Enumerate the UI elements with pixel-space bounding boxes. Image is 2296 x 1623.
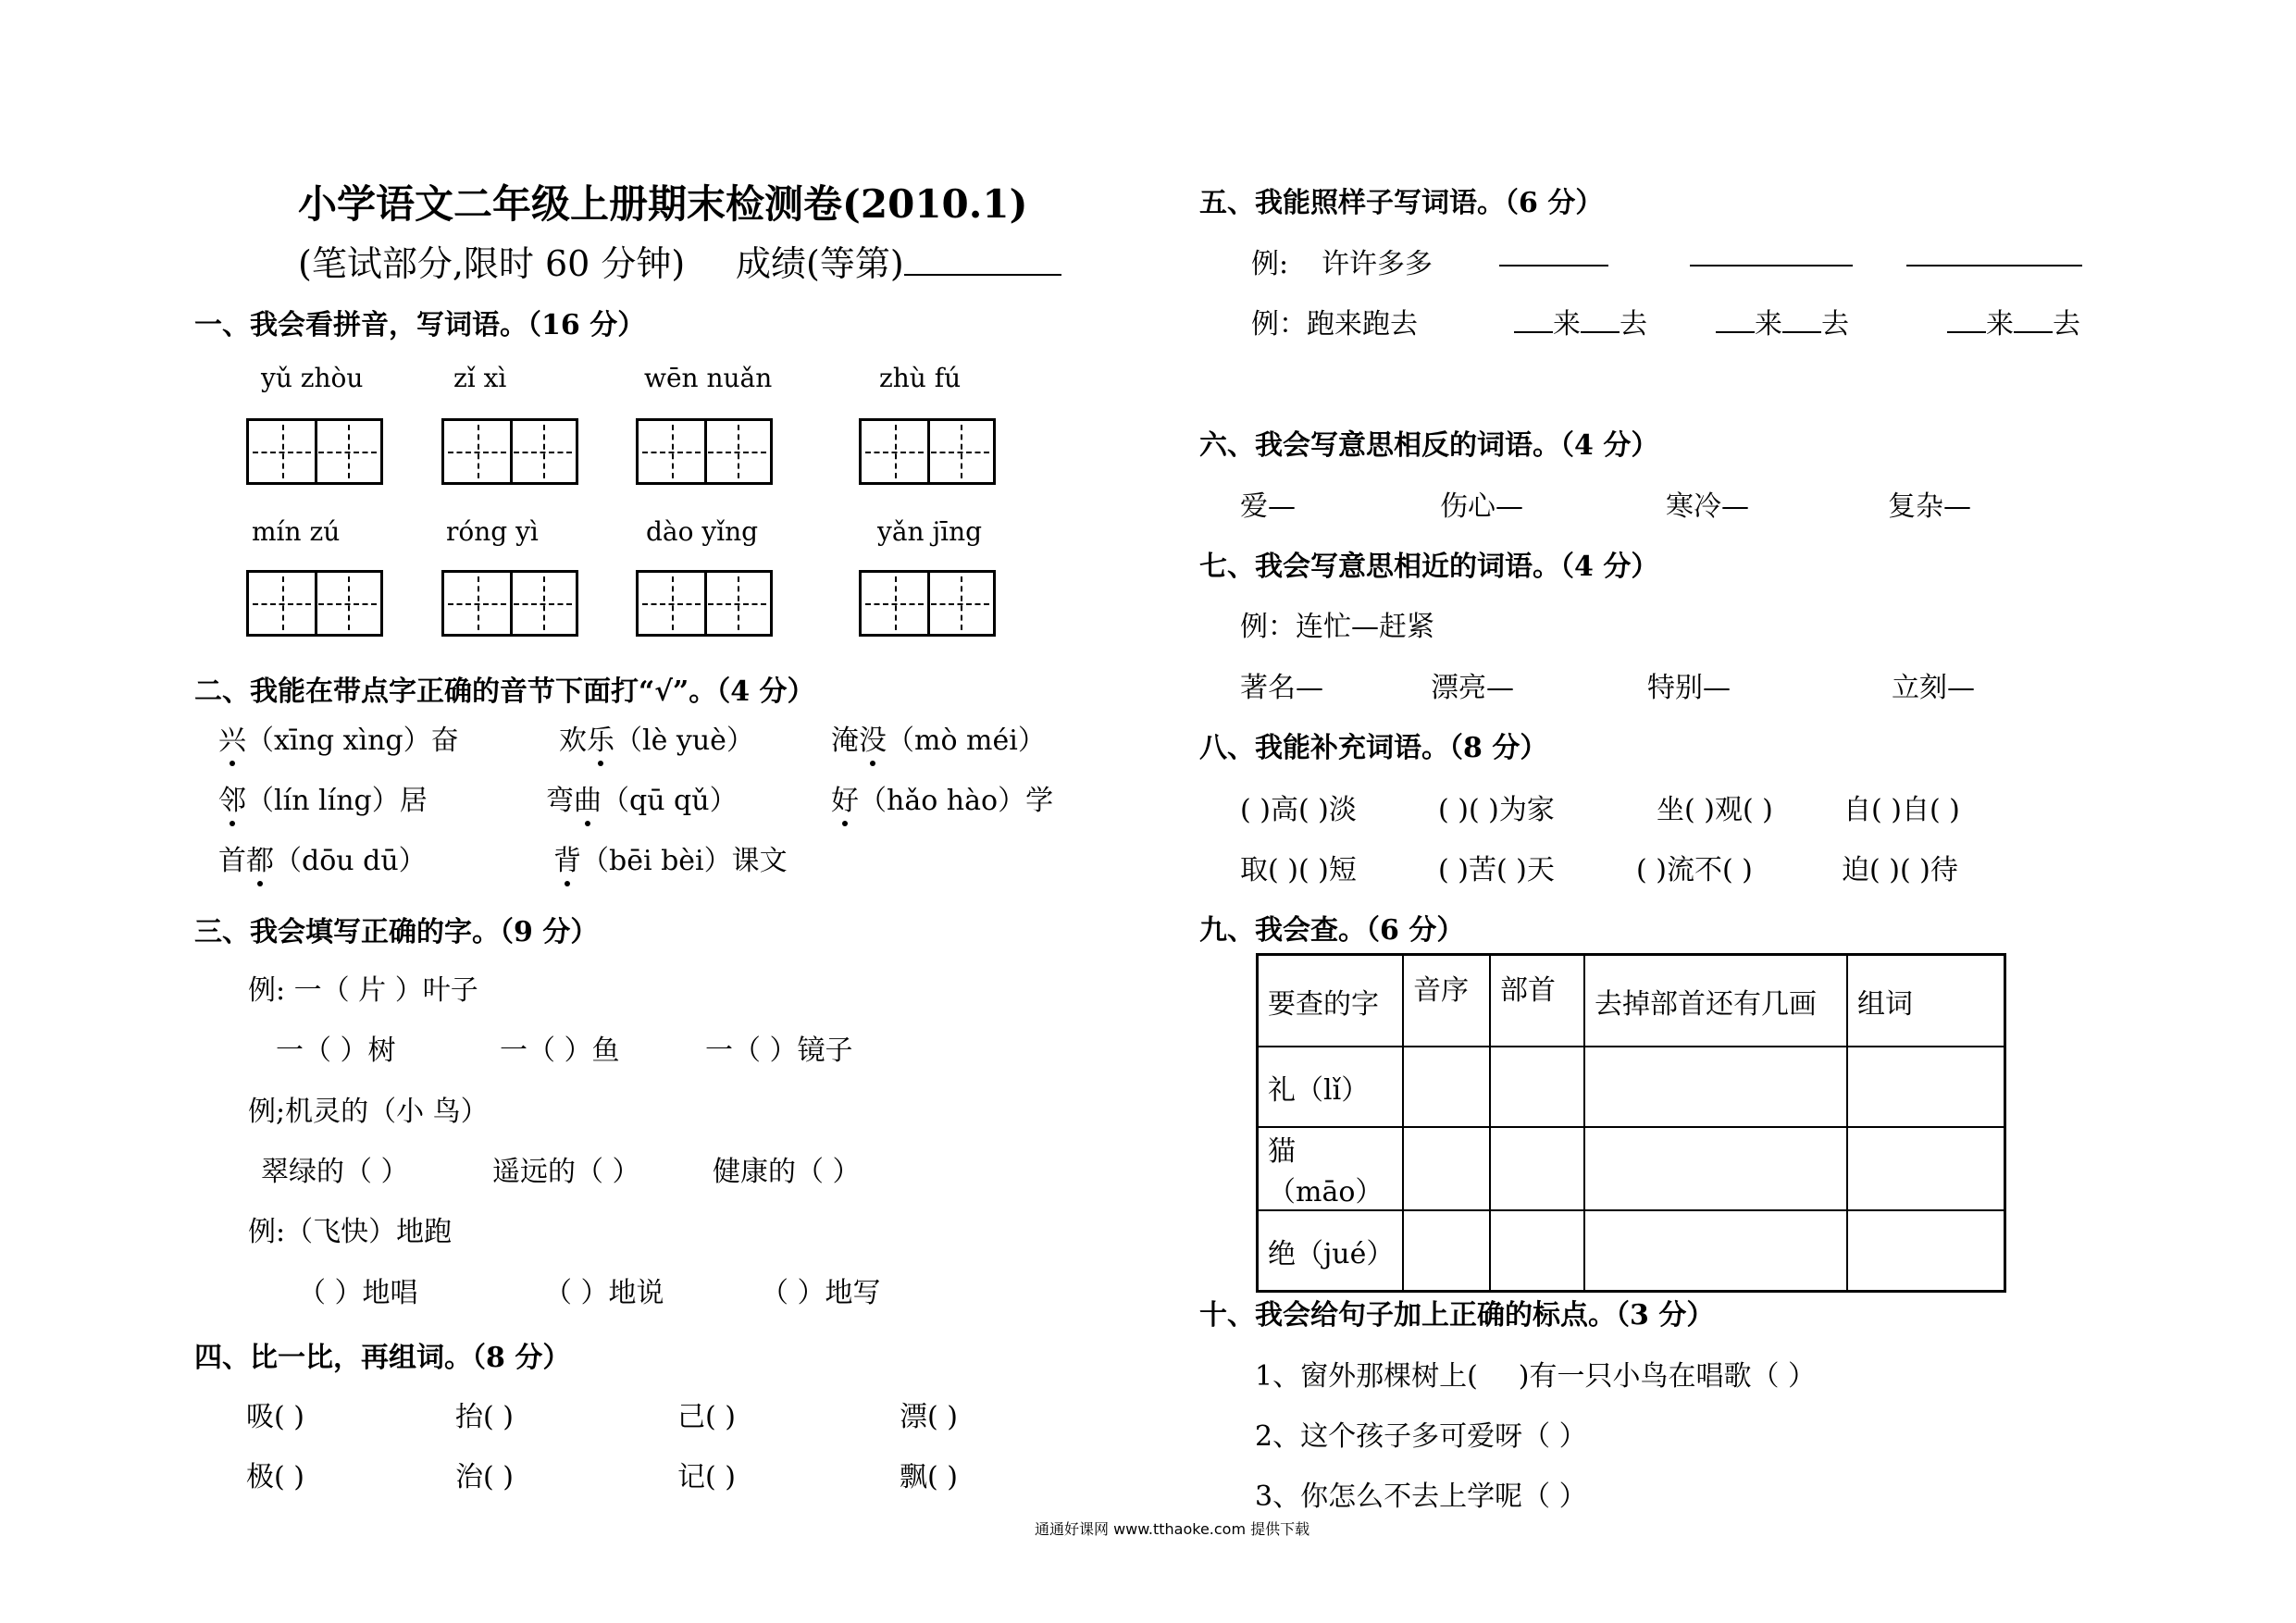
- writing-grid[interactable]: [246, 570, 383, 637]
- answer-line[interactable]: [1906, 265, 2082, 266]
- table-row: [1258, 1210, 2005, 1292]
- table-header: 部首: [1490, 955, 1584, 1047]
- example-text: 例: 一（ 片 ）叶子: [248, 974, 478, 1007]
- example-text: 例：连忙—赶紧: [1240, 611, 1434, 643]
- pinyin-label: zǐ xì: [453, 363, 507, 393]
- table-header: 要查的字: [1258, 955, 1404, 1047]
- compare-word[interactable]: 记( ): [677, 1461, 736, 1493]
- section4-heading: 四、比一比，再组词。（8 分）: [194, 1342, 571, 1374]
- lai-qu-blank[interactable]: 来 去: [1716, 301, 1849, 341]
- fill-blank[interactable]: 健康的（ ）: [713, 1156, 861, 1188]
- answer-cell[interactable]: [1584, 1210, 1847, 1292]
- section6-heading: 六、我会写意思相反的词语。（4 分）: [1199, 429, 1659, 462]
- lookup-char: 礼（lǐ）: [1258, 1047, 1404, 1127]
- answer-cell[interactable]: [1847, 1210, 2005, 1292]
- compare-word[interactable]: 吸( ): [246, 1401, 304, 1433]
- section5-heading: 五、我能照样子写词语。（6 分）: [1199, 187, 1604, 219]
- answer-cell[interactable]: [1490, 1047, 1584, 1127]
- table-row: [1258, 1047, 2005, 1127]
- answer-cell[interactable]: [1490, 1210, 1584, 1292]
- answer-line[interactable]: [1499, 265, 1608, 266]
- dotted-char: 都: [246, 845, 274, 877]
- fill-blank[interactable]: 一（ ）树: [276, 1035, 396, 1067]
- section10-heading: 十、我会给句子加上正确的标点。（3 分）: [1199, 1299, 1715, 1332]
- punctuation-sentence[interactable]: 2、这个孩子多可爱呀（ ）: [1255, 1420, 1587, 1453]
- answer-cell[interactable]: [1847, 1127, 2005, 1210]
- dotted-char: 没: [859, 725, 887, 757]
- punctuation-sentence[interactable]: 3、你怎么不去上学呢（ ）: [1255, 1481, 1587, 1513]
- table-header-row: [1258, 955, 2005, 1047]
- writing-grid[interactable]: [859, 418, 996, 485]
- exam-subtitle: (笔试部分,限时 60 分钟): [298, 243, 686, 284]
- pinyin-choice[interactable]: 淹没（mò méi）: [831, 725, 1046, 757]
- pinyin-choice[interactable]: 好（hǎo hào）学: [831, 785, 1054, 817]
- section2-heading: 二、我能在带点字正确的音节下面打“√”。（4 分）: [194, 675, 815, 708]
- dotted-char: 曲: [574, 785, 602, 817]
- synonym-item[interactable]: 立刻—: [1892, 672, 1975, 704]
- pinyin-label: róng yì: [446, 516, 539, 547]
- pinyin-label: yǎn jīng: [877, 516, 983, 547]
- answer-cell[interactable]: [1847, 1047, 2005, 1127]
- section1-heading: 一、我会看拼音，写词语。（16 分）: [194, 309, 646, 341]
- fill-blank[interactable]: 遥远的（ ）: [492, 1156, 640, 1188]
- lai-qu-blank[interactable]: 来 去: [1947, 301, 2080, 341]
- table-header: 去掉部首还有几画: [1584, 955, 1847, 1047]
- answer-cell[interactable]: [1403, 1047, 1490, 1127]
- pinyin-label: dào yǐng: [646, 516, 759, 547]
- pinyin-choice[interactable]: 欢乐（lè yuè）: [559, 725, 754, 757]
- compare-word[interactable]: 极( ): [246, 1461, 304, 1493]
- dotted-char: 邻: [218, 785, 246, 817]
- synonym-item[interactable]: 漂亮—: [1431, 672, 1514, 704]
- compare-word[interactable]: 漂( ): [900, 1401, 958, 1433]
- example-text: 例;机灵的（小 鸟）: [248, 1096, 489, 1128]
- compare-word[interactable]: 己( ): [677, 1401, 736, 1433]
- lai-qu-blank[interactable]: 来 去: [1514, 301, 1647, 341]
- table-header: 音序: [1403, 955, 1490, 1047]
- example-text: 例：跑来跑去: [1251, 308, 1418, 341]
- fill-blank[interactable]: 一（ ）鱼: [500, 1035, 620, 1067]
- fill-blank[interactable]: 翠绿的（ ）: [261, 1156, 409, 1188]
- answer-cell[interactable]: [1403, 1127, 1490, 1210]
- antonym-item[interactable]: 爱—: [1240, 490, 1296, 523]
- section3-heading: 三、我会填写正确的字。（9 分）: [194, 916, 599, 948]
- writing-grid[interactable]: [636, 570, 773, 637]
- writing-grid[interactable]: [246, 418, 383, 485]
- compare-word[interactable]: 飘( ): [900, 1461, 958, 1493]
- example-word: 许许多多: [1322, 248, 1433, 280]
- idiom-blank[interactable]: ( )高( )淡: [1240, 794, 1357, 826]
- pinyin-label: yǔ zhòu: [261, 363, 364, 393]
- score-label: 成绩(等第): [736, 243, 904, 284]
- pinyin-choice[interactable]: 首都（dōu dū）: [218, 845, 427, 877]
- answer-cell[interactable]: [1584, 1047, 1847, 1127]
- pinyin-choice[interactable]: 兴（xīng xìng）奋: [218, 725, 459, 757]
- dotted-char: 兴: [218, 725, 246, 757]
- answer-cell[interactable]: [1490, 1127, 1584, 1210]
- idiom-blank[interactable]: ( )苦( )天: [1438, 854, 1555, 886]
- fill-blank[interactable]: （ ）地写: [761, 1277, 881, 1309]
- writing-grid[interactable]: [859, 570, 996, 637]
- score-blank[interactable]: [904, 239, 1061, 276]
- lookup-table: [1256, 953, 2006, 1293]
- dotted-char: 背: [553, 845, 581, 877]
- score-field: [736, 235, 1061, 286]
- section8-heading: 八、我能补充词语。（8 分）: [1199, 732, 1548, 764]
- antonym-item[interactable]: 伤心—: [1440, 490, 1523, 523]
- lookup-char: 绝（jué）: [1258, 1210, 1404, 1292]
- pinyin-label: zhù fú: [879, 363, 962, 393]
- section9-heading: 九、我会查。（6 分）: [1199, 914, 1465, 947]
- example-text: 例:（飞快）地跑: [248, 1216, 453, 1248]
- dotted-char: 好: [831, 785, 859, 817]
- table-row: [1258, 1127, 2005, 1210]
- answer-cell[interactable]: [1584, 1127, 1847, 1210]
- pinyin-choice[interactable]: 弯曲（qū qǔ）: [546, 785, 738, 817]
- idiom-blank[interactable]: 坐( )观( ): [1657, 794, 1773, 826]
- idiom-blank[interactable]: ( )( )为家: [1438, 794, 1555, 826]
- punctuation-sentence[interactable]: 1、窗外那棵树上( )有一只小鸟在唱歌（ ）: [1255, 1360, 1817, 1393]
- answer-line[interactable]: [1690, 265, 1853, 266]
- pinyin-choice[interactable]: 邻（lín líng）居: [218, 785, 428, 817]
- writing-grid[interactable]: [441, 418, 578, 485]
- fill-blank[interactable]: （ ）地说: [544, 1277, 664, 1309]
- writing-grid[interactable]: [441, 570, 578, 637]
- compare-word[interactable]: 治( ): [455, 1461, 514, 1493]
- antonym-item[interactable]: 复杂—: [1888, 490, 1971, 523]
- fill-blank[interactable]: 一（ ）镜子: [705, 1035, 853, 1067]
- pinyin-label: wēn nuǎn: [644, 363, 773, 393]
- fill-blank[interactable]: （ ）地唱: [298, 1277, 418, 1309]
- section7-heading: 七、我会写意思相近的词语。（4 分）: [1199, 551, 1659, 583]
- table-header: 组词: [1847, 955, 2005, 1047]
- pinyin-label: mín zú: [252, 516, 341, 547]
- idiom-blank[interactable]: 自( )自( ): [1843, 794, 1960, 826]
- antonym-item[interactable]: 寒冷—: [1666, 490, 1749, 523]
- compare-word[interactable]: 抬( ): [455, 1401, 514, 1433]
- synonym-item[interactable]: 特别—: [1647, 672, 1731, 704]
- idiom-blank[interactable]: ( )流不( ): [1636, 854, 1753, 886]
- dotted-char: 乐: [587, 725, 614, 757]
- writing-grid[interactable]: [636, 418, 773, 485]
- footer-credit: 通通好课网 www.tthaoke.com 提供下载: [1035, 1520, 1310, 1538]
- page-title: 小学语文二年级上册期末检测卷(2010.1): [298, 181, 1028, 227]
- idiom-blank[interactable]: 取( )( )短: [1240, 854, 1357, 886]
- answer-cell[interactable]: [1403, 1210, 1490, 1292]
- example-label: 例:: [1251, 248, 1289, 280]
- lookup-char: 猫（māo）: [1258, 1127, 1404, 1210]
- pinyin-choice[interactable]: 背（bēi bèi）课文: [553, 845, 788, 877]
- synonym-item[interactable]: 著名—: [1240, 672, 1323, 704]
- idiom-blank[interactable]: 迫( )( )待: [1842, 854, 1958, 886]
